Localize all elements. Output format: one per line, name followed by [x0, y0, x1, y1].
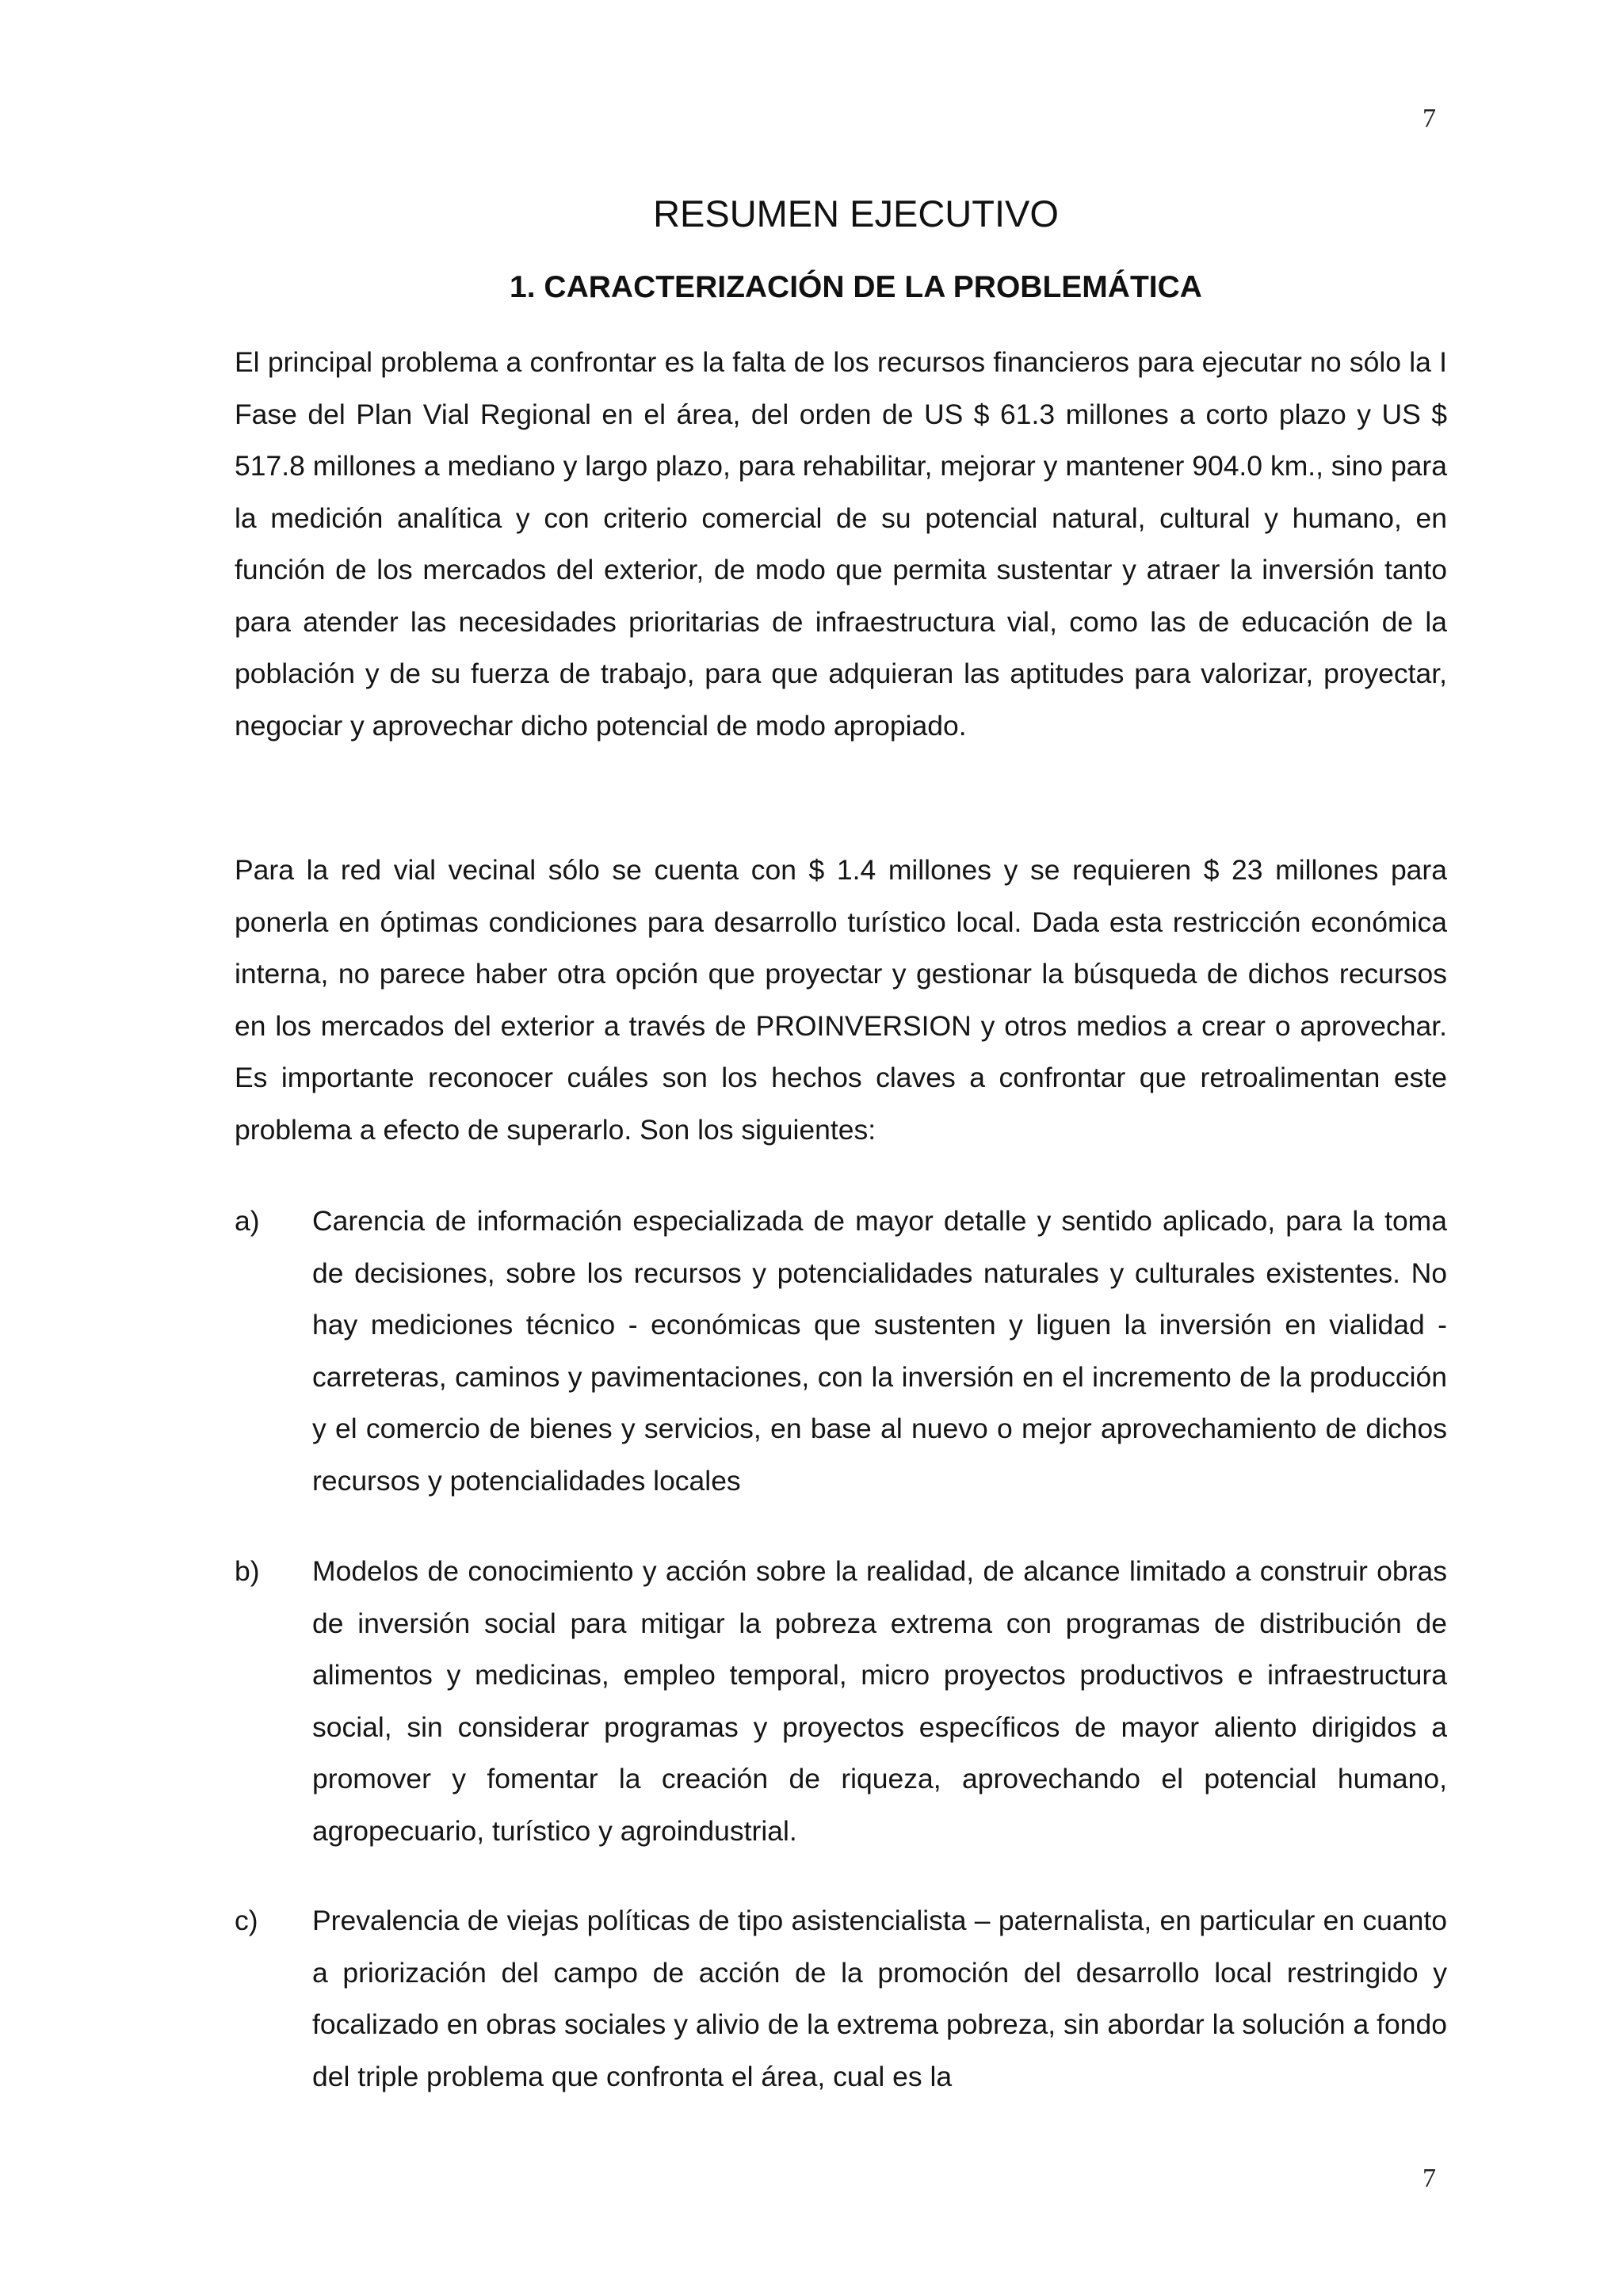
list-item: [235, 1546, 1447, 1857]
list-item-text: Modelos de conocimiento y acción sobre la realidad, de alcance limitado a construir obras de inversión social para mitigar la pobreza extrema con programas de distribución de alimentos y medicinas, empleo temporal, micro proyectos productivos e infraestructura social, sin considerar programas y proyectos específicos de mayor aliento dirigidos a promover y fomentar la creación de riqueza, aprovechando el potencial humano, agropecuario, turístico y agroindustrial.: [312, 1555, 1447, 1847]
list-item-marker: b): [235, 1555, 260, 1587]
page-number-bottom: 7: [1423, 2164, 1436, 2193]
list-item-marker: a): [235, 1205, 260, 1237]
document-title: RESUMEN EJECUTIVO: [653, 193, 1059, 235]
list-item-text: Prevalencia de viejas políticas de tipo asistencialista – paternalista, en particular en cuanto a priorización del campo de acción de la promoción del desarrollo local restringido y focalizado en obras sociales y alivio de la extrema pobreza, sin abordar la solución a fondo del triple problema que confronta el área, cual es la: [312, 1905, 1447, 2092]
list-item-text: Carencia de información especializada de mayor detalle y sentido aplicado, para la toma de decisiones, sobre los recursos y potencialidades naturales y culturales existentes. No hay mediciones técnico - económicas que sustenten y liguen la inversión en vialidad - carreteras, caminos y pavimentaciones, con la inversión en el incremento de la producción y el comercio de bienes y servicios, en base al nuevo o mejor aprovechamiento de dichos recursos y potencialidades locales: [312, 1205, 1447, 1497]
list-item: [235, 1196, 1447, 1507]
paragraph-vecinal-network: Para la red vial vecinal sólo se cuenta con $ 1.4 millones y se requieren $ 23 millones para ponerla en óptimas condiciones para desarrollo turístico local. Dada esta restricción económica interna, no parece haber otra opción que proyectar y gestionar la búsqueda de dichos recursos en los mercados del exterior a través de PROINVERSION y otros medios a crear o aprovechar. Es importante reconocer cuáles son los hechos claves a confrontar que retroalimentan este problema a efecto de superarlo. Son los siguientes:: [235, 854, 1447, 1146]
list-item-marker: c): [235, 1905, 258, 1936]
list-item: [235, 1895, 1447, 2103]
page-number-top: 7: [1423, 104, 1436, 133]
section-heading: 1. CARACTERIZACIÓN DE LA PROBLEMÁTICA: [510, 270, 1202, 304]
paragraph-problem-statement: El principal problema a confrontar es la falta de los recursos financieros para ejecutar no sólo la I Fase del Plan Vial Regional en el área, del orden de US $ 61.3 millones a corto plazo y US $ 517.8 millones a mediano y largo plazo, para rehabilitar, mejorar y mantener 904.0 km., sino para la medición analítica y con criterio comercial de su potencial natural, cultural y humano, en función de los mercados del exterior, de modo que permita sustentar y atraer la inversión tanto para atender las necesidades prioritarias de infraestructura vial, como las de educación de la población y de su fuerza de trabajo, para que adquieran las aptitudes para valorizar, proyectar, negociar y aprovechar dicho potencial de modo apropiado.: [235, 346, 1447, 742]
